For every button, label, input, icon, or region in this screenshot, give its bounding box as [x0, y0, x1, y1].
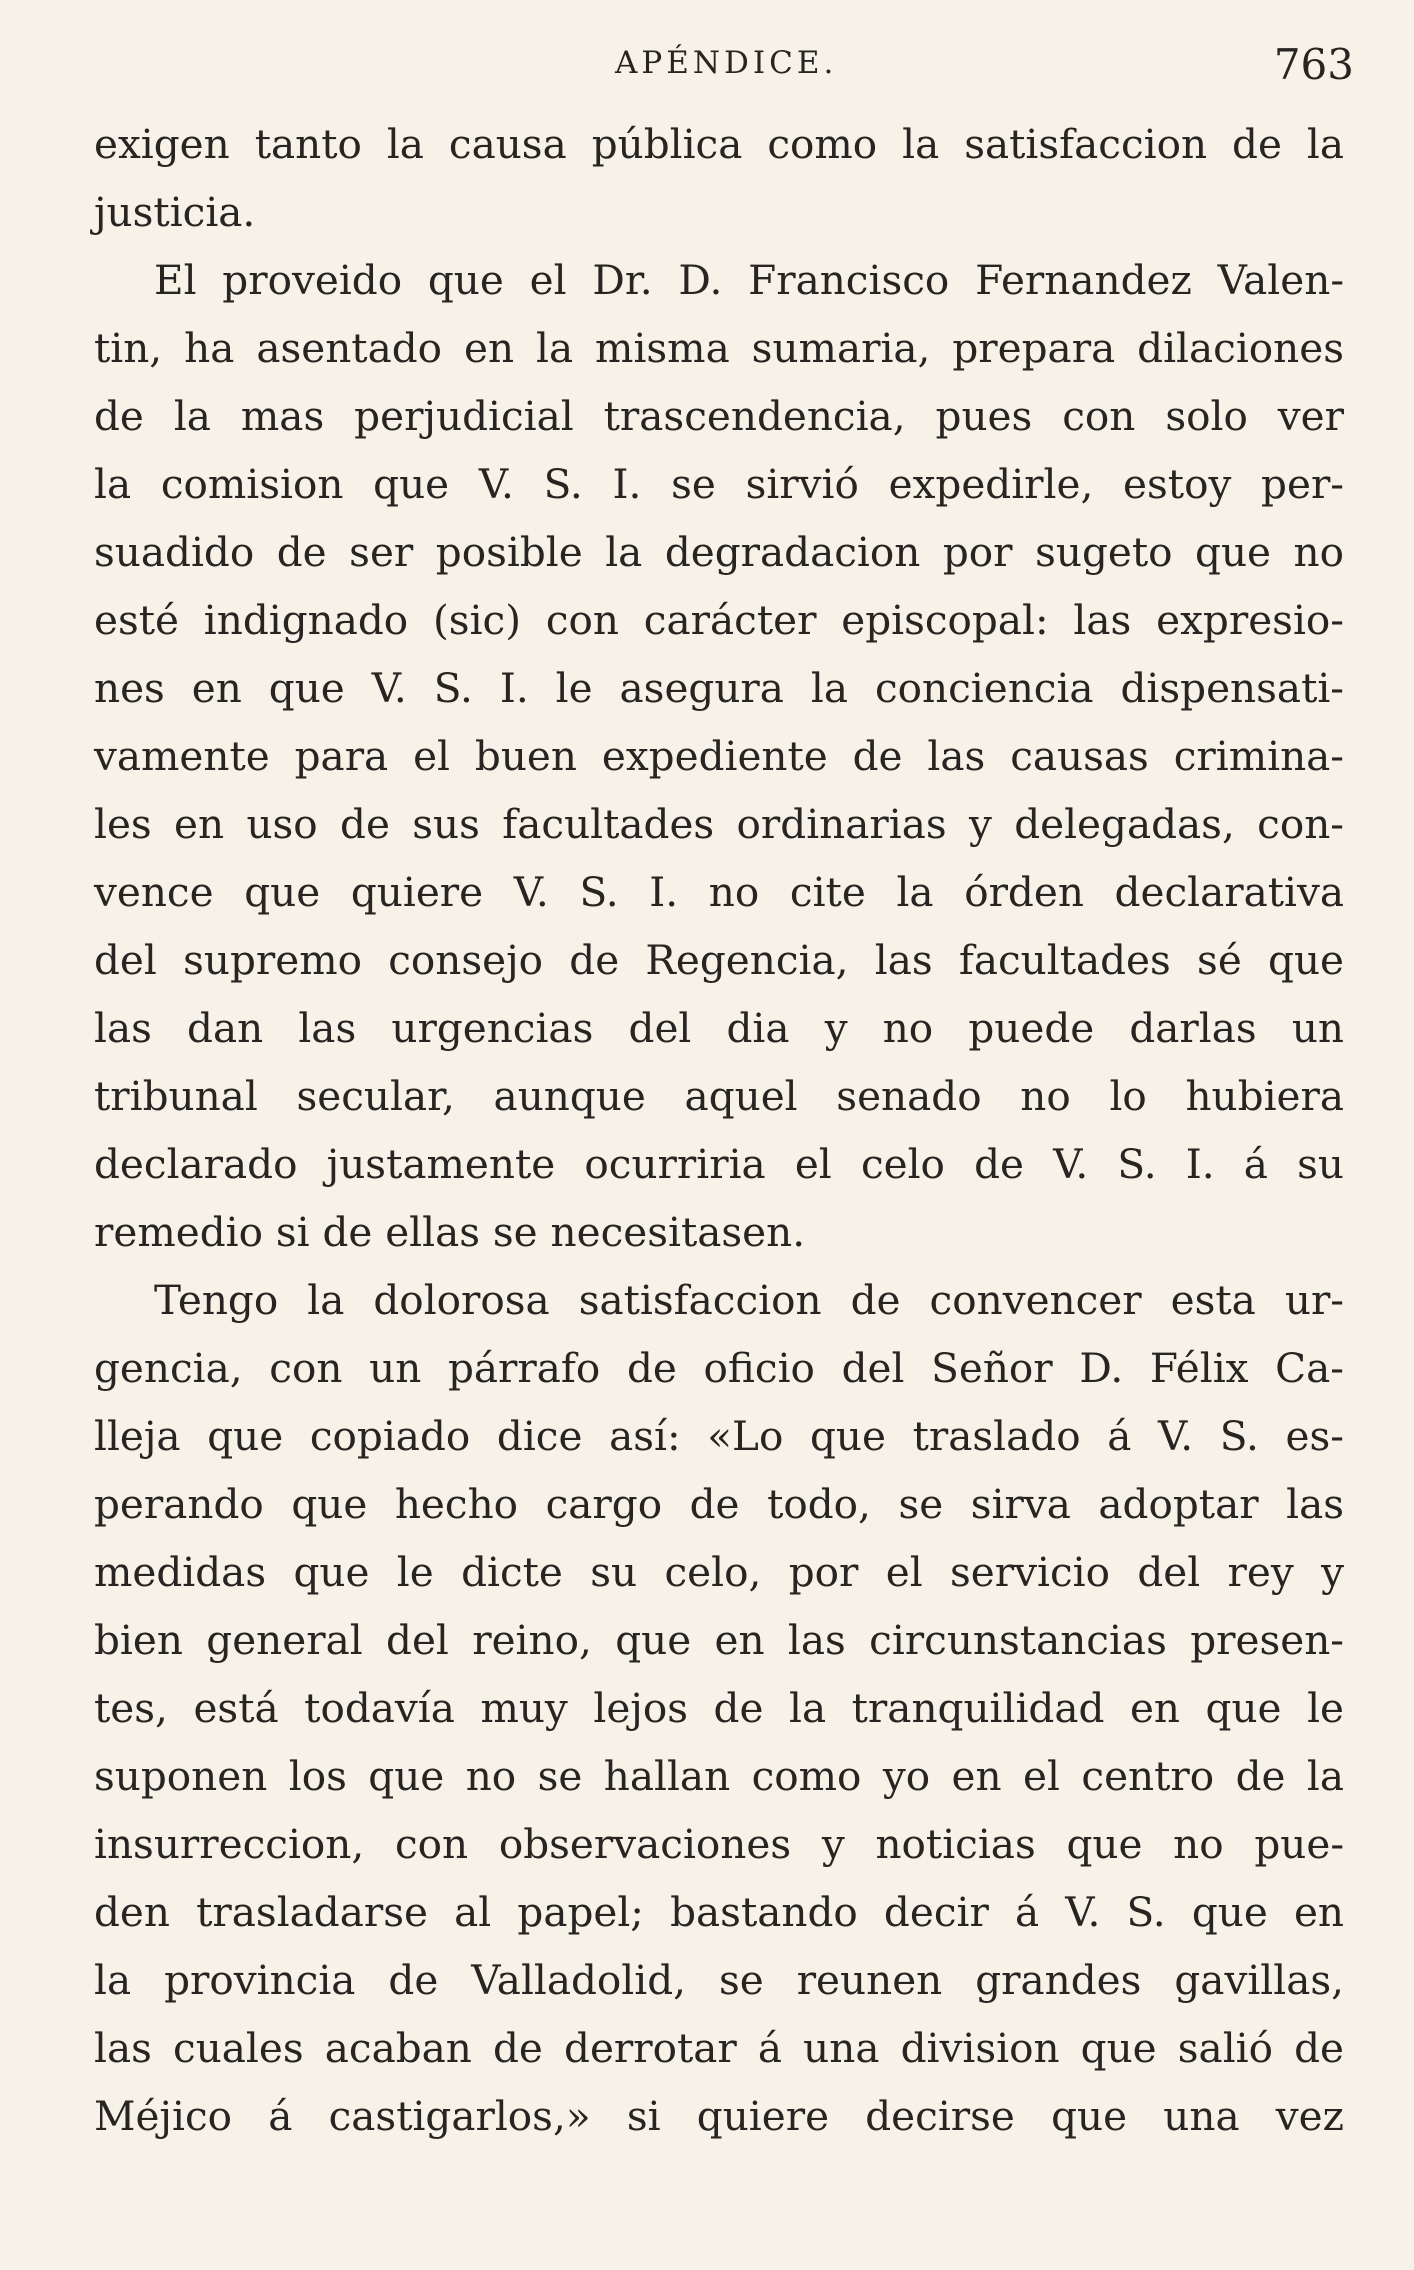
text-line: suadido de ser posible la degradacion por sugeto que no: [94, 528, 1344, 576]
text-line: bien general del reino, que en las circunstancias presen-: [94, 1616, 1344, 1664]
text-line: vamente para el buen expediente de las causas crimina-: [94, 732, 1344, 780]
text-line: lleja que copiado dice así: «Lo que traslado á V. S. es-: [94, 1412, 1344, 1460]
text-line: medidas que le dicte su celo, por el servicio del rey y: [94, 1548, 1344, 1596]
text-line: den trasladarse al papel; bastando decir á V. S. que en: [94, 1888, 1344, 1936]
text-line: vence que quiere V. S. I. no cite la órden declarativa: [94, 868, 1344, 916]
text-line: suponen los que no se hallan como yo en el centro de la: [94, 1752, 1344, 1800]
text-line: les en uso de sus facultades ordinarias y delegadas, con-: [94, 800, 1344, 848]
text-line: tin, ha asentado en la misma sumaria, prepara dilaciones: [94, 324, 1344, 372]
running-head: APÉNDICE.: [615, 45, 838, 81]
text-line: Tengo la dolorosa satisfaccion de convencer esta ur-: [154, 1276, 1344, 1324]
text-line: de la mas perjudicial trascendencia, pues con solo ver: [94, 392, 1344, 440]
text-line: insurreccion, con observaciones y noticias que no pue-: [94, 1820, 1344, 1868]
text-line: esté indignado (sic) con carácter episcopal: las expresio-: [94, 596, 1344, 644]
text-line: exigen tanto la causa pública como la satisfaccion de la: [94, 120, 1344, 168]
text-line: las dan las urgencias del dia y no puede darlas un: [94, 1004, 1344, 1052]
body-text: [94, 110, 1344, 2150]
text-line: la provincia de Valladolid, se reunen grandes gavillas,: [94, 1956, 1344, 2004]
text-line: del supremo consejo de Regencia, las facultades sé que: [94, 936, 1344, 984]
text-line: perando que hecho cargo de todo, se sirva adoptar las: [94, 1480, 1344, 1528]
text-line: las cuales acaban de derrotar á una division que salió de: [94, 2024, 1344, 2072]
text-line: El proveido que el Dr. D. Francisco Fernandez Valen-: [154, 256, 1344, 304]
text-line: tes, está todavía muy lejos de la tranquilidad en que le: [94, 1684, 1344, 1732]
page-number: 763: [1273, 40, 1354, 89]
text-line: declarado justamente ocurriria el celo de V. S. I. á su: [94, 1140, 1344, 1188]
text-line: Méjico á castigarlos,» si quiere decirse que una vez: [94, 2092, 1344, 2140]
text-line: tribunal secular, aunque aquel senado no lo hubiera: [94, 1072, 1344, 1120]
text-line: gencia, con un párrafo de oficio del Señor D. Félix Ca-: [94, 1344, 1344, 1392]
text-line: la comision que V. S. I. se sirvió expedirle, estoy per-: [94, 460, 1344, 508]
text-line: nes en que V. S. I. le asegura la conciencia dispensati-: [94, 664, 1344, 712]
text-line: remedio si de ellas se necesitasen.: [94, 1208, 806, 1256]
text-line: justicia.: [94, 188, 256, 236]
